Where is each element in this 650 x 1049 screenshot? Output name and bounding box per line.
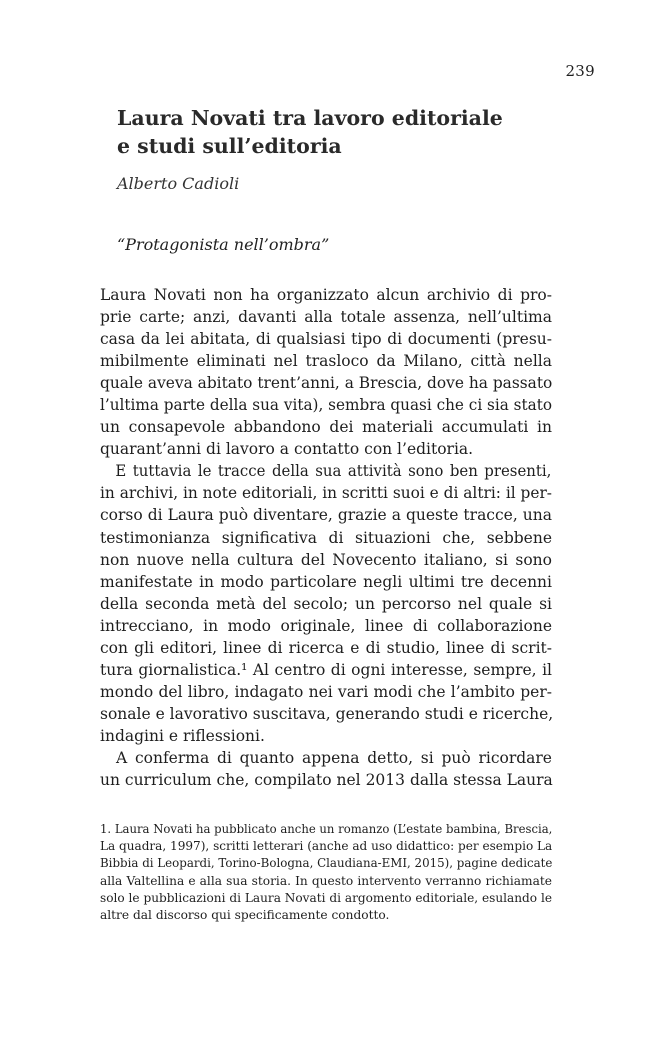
body-line: mondo del libro, indagato nei vari modi che l’ambito per- (100, 682, 552, 701)
footnotes (100, 821, 552, 924)
body-line: A conferma di quanto appena detto, si può ricordare (116, 748, 552, 767)
body-line: in archivi, in note editoriali, in scritti suoi e di altri: il per- (100, 484, 553, 503)
footnote-line: alla Valtellina e alla sua storia. In questo intervento verranno richiamate (100, 873, 552, 888)
body-text (100, 284, 552, 791)
footnote-line: Bibbia di Leopardi, Torino-Bologna, Claudiana-EMI, 2015), pagine dedicate (100, 856, 553, 871)
body-line: casa da lei abitata, di qualsiasi tipo di documenti (presu- (100, 330, 552, 349)
body-line: corso di Laura può diventare, grazie a queste tracce, una (100, 506, 552, 525)
title-line-2: e studi sull’editoria (117, 134, 342, 158)
footnote-line: solo le pubblicazioni di Laura Novati di argomento editoriale, esulando le (100, 890, 552, 905)
body-line: intrecciano, in modo originale, linee di collaborazione (100, 616, 552, 635)
body-line: un curriculum che, compilato nel 2013 dalla stessa Laura (100, 771, 553, 790)
author-name: Alberto Cadioli (117, 174, 240, 193)
title-line-1: Laura Novati tra lavoro editoriale (117, 106, 503, 130)
body-line: E tuttavia le tracce della sua attività sono ben presenti, (115, 462, 552, 481)
body-line: non nuove nella cultura del Novecento italiano, si sono (100, 550, 552, 569)
body-line: un consapevole abbandono dei materiali accumulati in (100, 418, 552, 437)
body-line: prie carte; anzi, davanti alla totale assenza, nell’ultima (100, 308, 552, 327)
body-line: con gli editori, linee di ricerca e di studio, linee di scrit- (100, 638, 552, 657)
body-line: manifestate in modo particolare negli ultimi tre decenni (100, 572, 552, 591)
body-line: della seconda metà del secolo; un percorso nel quale si (100, 594, 552, 613)
body-line: quale aveva abitato trent’anni, a Brescia, dove ha passato (100, 374, 553, 393)
body-line: testimonianza significativa di situazioni che, sebbene (100, 528, 552, 547)
body-line: mibilmente eliminati nel trasloco da Milano, città nella (100, 352, 552, 371)
page-number: 239 (565, 62, 595, 80)
footnote-line: La quadra, 1997), scritti letterari (anche ad uso didattico: per esempio La (100, 839, 553, 854)
body-line: l’ultima parte della sua vita), sembra quasi che ci sia stato (100, 396, 552, 415)
article-title (117, 104, 557, 160)
body-line: sonale e lavorativo suscitava, generando studi e ricerche, (100, 704, 554, 723)
body-line: quarant’anni di lavoro a contatto con l’editoria. (100, 440, 474, 459)
body-line: indagini e riflessioni. (100, 726, 265, 745)
section-heading: “Protagonista nell’ombra” (117, 235, 330, 254)
footnote-line: altre dal discorso qui specificamente condotto. (100, 907, 390, 922)
footnote-line: 1. Laura Novati ha pubblicato anche un romanzo (L’estate bambina, Brescia, (100, 822, 553, 836)
body-line: tura giornalistica.¹ Al centro di ogni interesse, sempre, il (100, 660, 552, 679)
body-line: Laura Novati non ha organizzato alcun archivio di pro- (100, 286, 552, 304)
